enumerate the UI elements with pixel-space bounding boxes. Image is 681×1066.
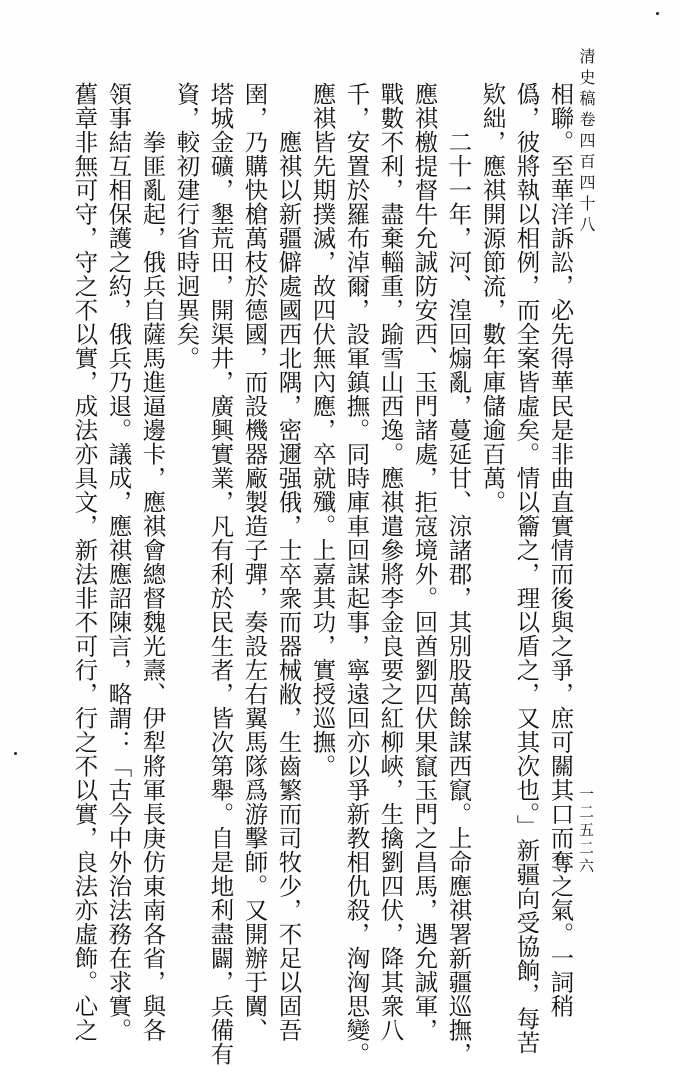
text-column-15: 舊章非無可守，守之不以實，成法亦具文，新法非不可行，行之不以實，良法亦虛飾。心之: [70, 82, 99, 1042]
text-column-5: 應祺檄提督牛允誠防安西、玉門諸處，拒寇境外。回酋劉四伏果竄玉門之昌馬，遇允誠軍，: [410, 82, 439, 1042]
text-column-2: 僞，彼將執以相例，而全案皆虛矣。情以籥之，理以盾之，又其次也。」新疆向受協餉，每苦: [512, 82, 541, 1055]
text-column-4: 二十一年，河、湟回煽亂，蔓延甘、涼諸郡，其別股萬餘謀西竄。上命應祺署新疆巡撫，: [444, 130, 473, 1066]
page-number: 一二五二六: [577, 786, 595, 876]
text-column-9: 應祺以新疆僻處國西北隅，密邇强俄，士卒衆而器械敝，生齒繁而司牧少，不足以固吾: [274, 130, 303, 1042]
scan-speck: [14, 752, 17, 755]
text-column-8: 應祺皆先期撲滅，故四伏無內應，卒就殲。上嘉其功，實授巡撫。: [308, 82, 337, 778]
running-title: 清史稿卷四百四十八: [577, 48, 596, 237]
text-column-11: 塔城金礦，墾荒田，開渠井，廣興實業，凡有利於民生者，皆次第舉。自是地利盡闢，兵備有: [206, 82, 235, 1066]
text-column-3: 欵絀，應祺開源節流，數年庫儲逾百萬。: [478, 82, 507, 514]
text-column-7: 千，安置於羅布淖爾，設軍鎮撫。同時庫車回謀起事，寧遠回亦以爭新教相仇殺，洶洶思變。: [342, 82, 371, 1066]
text-column-13: 拳匪亂起，俄兵自薩馬進逼邊卡，應祺會總督魏光燾、伊犁將軍長庚仿東南各省，與各: [138, 130, 167, 1042]
text-column-12: 資，較初建行省時迥異矣。: [172, 82, 201, 370]
text-column-14: 領事結互相保護之約，俄兵乃退。議成，應祺應詔陳言，略謂：「古今中外治法務在求實。: [104, 82, 133, 1042]
text-column-6: 戰數不利，盡棄輜重，踰雪山西逸。應祺遣參將李金良要之紅柳峽，生擒劉四伏，降其衆八: [376, 82, 405, 1042]
scan-speck: [656, 12, 659, 15]
text-column-10: 圉，乃購快槍萬枝於德國，而設機器廠製造子彈，奏設左右翼馬隊爲游擊師。又開辦于闐、: [240, 82, 269, 1042]
text-column-1: 相聯。至華洋訴訟，必先得華民是非曲直實情而後與之爭，庶可關其口而奪之氣。一詞稍: [546, 82, 575, 1018]
